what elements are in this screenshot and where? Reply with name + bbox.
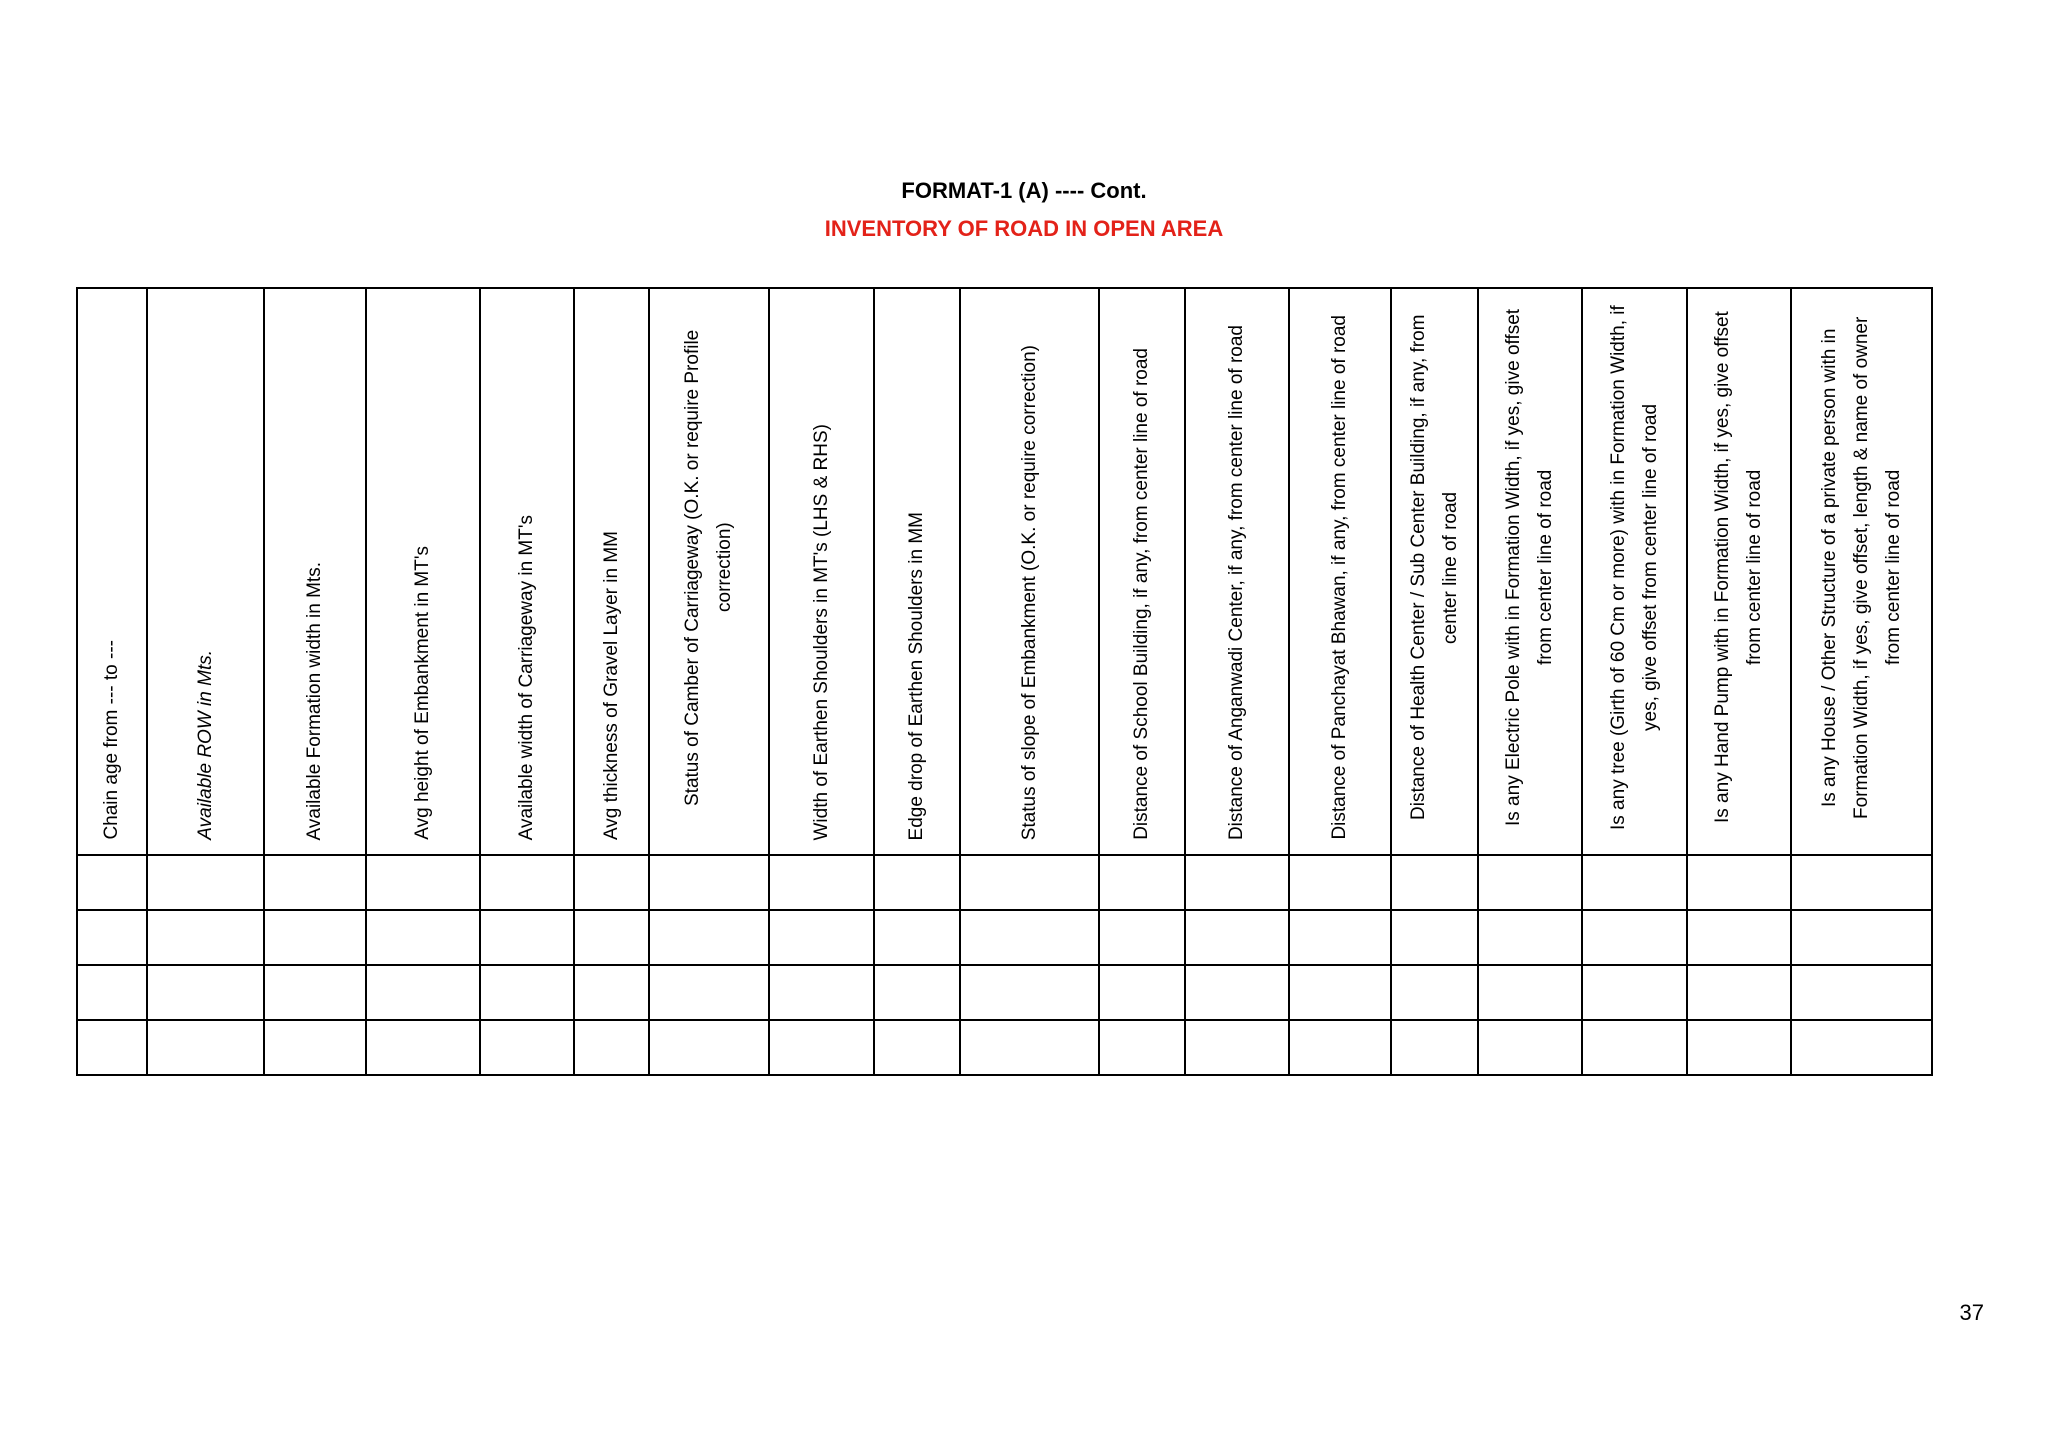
table-cell[interactable] — [769, 1020, 874, 1075]
table-cell[interactable] — [1099, 1020, 1185, 1075]
table-cell[interactable] — [649, 855, 769, 910]
table-cell[interactable] — [147, 1020, 264, 1075]
table-cell[interactable] — [1391, 910, 1478, 965]
table-cell[interactable] — [77, 855, 147, 910]
table-header-row — [77, 288, 1932, 855]
column-header-label: Distance of School Building, if any, from center line of road — [1131, 348, 1152, 840]
table-cell[interactable] — [1289, 855, 1391, 910]
table-cell[interactable] — [1791, 855, 1932, 910]
column-header — [480, 288, 574, 855]
column-header-label: Available ROW in Mts. — [194, 650, 216, 840]
table-cell[interactable] — [366, 910, 480, 965]
column-header-label: Available width of Carriageway in MT's — [516, 514, 537, 840]
table-cell[interactable] — [1687, 965, 1791, 1020]
table-cell[interactable] — [1391, 965, 1478, 1020]
table-cell[interactable] — [1391, 1020, 1478, 1075]
column-header-label: Status of slope of Embankment (O.K. or require correction) — [1018, 344, 1040, 840]
table-cell[interactable] — [960, 855, 1099, 910]
table-cell[interactable] — [1687, 855, 1791, 910]
table-cell[interactable] — [574, 855, 649, 910]
table-row — [77, 1020, 1932, 1075]
column-header-label: Avg height of Embankment in MT's — [412, 546, 433, 840]
table-cell[interactable] — [874, 965, 960, 1020]
column-header-label: Chain age from --- to --- — [101, 640, 122, 840]
column-header — [1099, 288, 1185, 855]
column-header — [1289, 288, 1391, 855]
table-cell[interactable] — [77, 965, 147, 1020]
table-cell[interactable] — [1582, 965, 1687, 1020]
column-header — [1582, 288, 1687, 855]
table-cell[interactable] — [649, 910, 769, 965]
table-cell[interactable] — [147, 910, 264, 965]
table-cell[interactable] — [264, 965, 366, 1020]
column-header — [649, 288, 769, 855]
table-cell[interactable] — [1289, 1020, 1391, 1075]
column-header-label: Distance of Health Center / Sub Center Building, if any, from center line of road — [1407, 314, 1461, 821]
table-cell[interactable] — [574, 910, 649, 965]
table-cell[interactable] — [264, 855, 366, 910]
table-cell[interactable] — [480, 910, 574, 965]
table-cell[interactable] — [769, 965, 874, 1020]
table-cell[interactable] — [649, 965, 769, 1020]
column-header-label: Edge drop of Earthen Shoulders in MM — [906, 511, 927, 840]
column-header — [77, 288, 147, 855]
table-cell[interactable] — [480, 965, 574, 1020]
table-cell[interactable] — [147, 965, 264, 1020]
table-cell[interactable] — [574, 1020, 649, 1075]
table-cell[interactable] — [1478, 965, 1582, 1020]
column-header — [574, 288, 649, 855]
table-cell[interactable] — [480, 1020, 574, 1075]
inventory-table — [76, 287, 1933, 1076]
table-cell[interactable] — [1582, 855, 1687, 910]
table-cell[interactable] — [1791, 910, 1932, 965]
table-cell[interactable] — [769, 855, 874, 910]
table-cell[interactable] — [77, 910, 147, 965]
table-cell[interactable] — [874, 855, 960, 910]
table-cell[interactable] — [574, 965, 649, 1020]
table-cell[interactable] — [1478, 910, 1582, 965]
column-header — [1185, 288, 1289, 855]
table-cell[interactable] — [1185, 855, 1289, 910]
column-header — [1791, 288, 1932, 855]
column-header — [1391, 288, 1478, 855]
column-header-label: Distance of Panchayat Bhawan, if any, from center line of road — [1329, 315, 1350, 840]
table-cell[interactable] — [1185, 910, 1289, 965]
table-cell[interactable] — [1185, 965, 1289, 1020]
table-cell[interactable] — [960, 1020, 1099, 1075]
column-header-label: Is any Hand Pump with in Formation Width, if yes, give offset from center line of road — [1712, 311, 1765, 824]
page-number: 37 — [1959, 1300, 1984, 1325]
table-cell[interactable] — [960, 965, 1099, 1020]
column-header — [960, 288, 1099, 855]
table-cell[interactable] — [874, 910, 960, 965]
table-row — [77, 965, 1932, 1020]
table-cell[interactable] — [1391, 855, 1478, 910]
table-cell[interactable] — [649, 1020, 769, 1075]
table-cell[interactable] — [366, 855, 480, 910]
column-header — [366, 288, 480, 855]
table-cell[interactable] — [366, 965, 480, 1020]
column-header-label: Status of Camber of Carriageway (O.K. or require Profile correction) — [682, 329, 735, 806]
table-cell[interactable] — [1185, 1020, 1289, 1075]
table-cell[interactable] — [960, 910, 1099, 965]
table-cell[interactable] — [1687, 1020, 1791, 1075]
page-subtitle: INVENTORY OF ROAD IN OPEN AREA — [824, 216, 1224, 241]
table-cell[interactable] — [366, 1020, 480, 1075]
page-title: FORMAT-1 (A) ---- Cont. — [901, 178, 1147, 203]
table-cell[interactable] — [77, 1020, 147, 1075]
column-header — [1478, 288, 1582, 855]
column-header-label: Width of Earthen Shoulders in MT's (LHS & RHS) — [810, 423, 832, 840]
table-cell[interactable] — [1582, 910, 1687, 965]
column-header — [147, 288, 264, 855]
table-cell[interactable] — [769, 910, 874, 965]
table-cell[interactable] — [1099, 965, 1185, 1020]
table-cell[interactable] — [1099, 855, 1185, 910]
table-cell[interactable] — [874, 1020, 960, 1075]
table-cell[interactable] — [480, 855, 574, 910]
table-cell[interactable] — [264, 1020, 366, 1075]
table-row — [77, 855, 1932, 910]
column-header — [1687, 288, 1791, 855]
column-header-label: Is any House / Other Structure of a private person with in Formation Width, if yes, give offset, length & name of owner from center line of road — [1818, 316, 1904, 819]
column-header-label: Avg thickness of Gravel Layer in MM — [600, 530, 622, 840]
table-cell[interactable] — [1289, 910, 1391, 965]
table-cell[interactable] — [1791, 1020, 1932, 1075]
table-cell[interactable] — [147, 855, 264, 910]
table-cell[interactable] — [1791, 965, 1932, 1020]
column-header — [769, 288, 874, 855]
table-cell[interactable] — [1687, 910, 1791, 965]
column-header-label: Is any tree (Girth of 60 Cm or more) with in Formation Width, if yes, give offset from center line of road — [1607, 305, 1661, 830]
column-header — [874, 288, 960, 855]
table-cell[interactable] — [1478, 1020, 1582, 1075]
column-header-label: Distance of Anganwadi Center, if any, from center line of road — [1226, 324, 1247, 840]
table-cell[interactable] — [1478, 855, 1582, 910]
column-header-label: Available Formation width in Mts. — [304, 561, 325, 840]
table-cell[interactable] — [1099, 910, 1185, 965]
table-cell[interactable] — [1582, 1020, 1687, 1075]
table-cell[interactable] — [1289, 965, 1391, 1020]
table-cell[interactable] — [264, 910, 366, 965]
column-header — [264, 288, 366, 855]
column-header-label: Is any Electric Pole with in Formation Width, if yes, give offset from center line of road — [1503, 308, 1556, 827]
table-row — [77, 910, 1932, 965]
